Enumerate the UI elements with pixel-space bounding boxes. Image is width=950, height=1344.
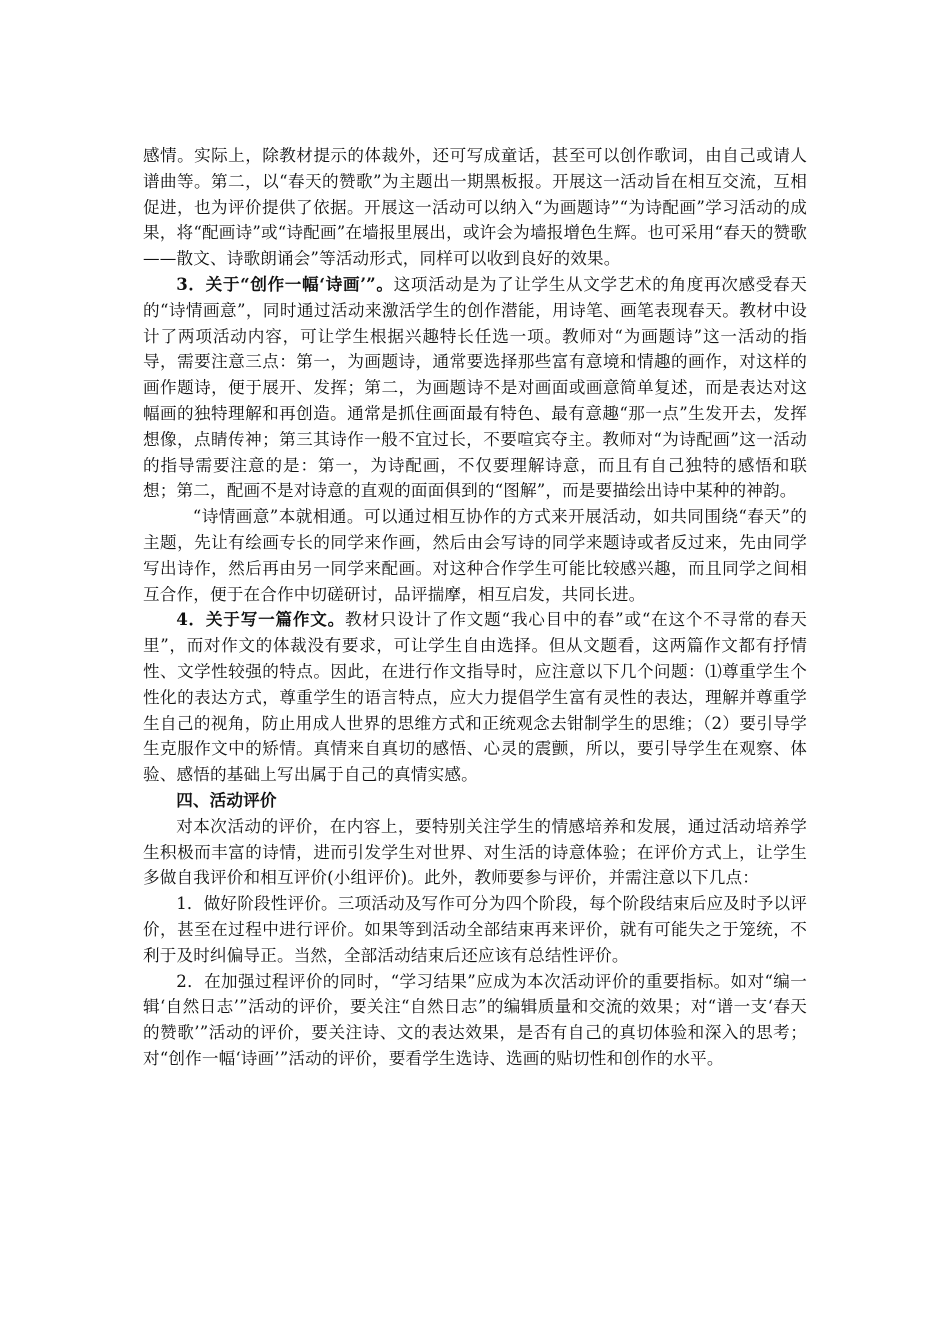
section-heading: 四、活动评价 [176, 789, 277, 810]
paragraph-heading-4: 4．关于写一篇作文。 [176, 609, 346, 630]
paragraph-evaluation-intro: 对本次活动的评价，在内容上，要特别关注学生的情感培养和发展，通过活动培养学生积极而丰富的诗情，进而引发学生对世界、对生活的诗意体验；在评价方式上，让学生多做自我评价和相互评价(小组评价)。此外，教师要参与评价，并需注意以下几点： [143, 816, 807, 888]
paragraph-collaboration: “诗情画意”本就相通。可以通过相互协作的方式来开展活动，如共同围绕“春天”的主题，先让有绘画专长的同学来作画，然后由会写诗的同学来题诗或者反过来，先由同学写出诗作，然后再由另一同学来配画。对这种合作学生可能比较感兴趣，而且同学之间相互合作，便于在合作中切磋研讨，品评揣摩，相互启发，共同长进。 [143, 507, 807, 604]
paragraph-continuation: 感情。实际上，除教材提示的体裁外，还可写成童话，甚至可以创作歌词，由自己或请人谱曲等。第二，以“春天的赞歌”为主题出一期黑板报。开展这一活动旨在相互交流，互相促进，也为评价提供了依据。开展这一活动可以纳入“为画题诗”“为诗配画”学习活动的成果，将“配画诗”或“诗配画”在墙报里展出，或许会为墙报增色生辉。也可采用“春天的赞歌——散文、诗歌朗诵会”等活动形式，同样可以收到良好的效果。 [143, 146, 807, 269]
paragraph-body-3: 这项活动是为了让学生从文学艺术的角度再次感受春天的“诗情画意”，同时通过活动来激活学生的创作潜能，用诗笔、画笔表现春天。教材中设计了两项活动内容，可让学生根据兴趣特长任选一项。教师对“为画题诗”这一活动的指导，需要注意三点：第一，为画题诗，通常要选择那些富有意境和情趣的画作，对这样的画作题诗，便于展开、发挥；第二，为画题诗不是对画面或画意简单复述，而是表达对这幅画的独特理解和再创造。通常是抓住画面最有特色、最有意趣“那一点”生发开去，发挥想像，点睛传神；第三其诗作一般不宜过长，不要喧宾夺主。教师对“为诗配画”这一活动的指导需要注意的是：第一，为诗配画，不仅要理解诗意，而且有自己独特的感悟和联想；第二，配画不是对诗意的直观的面面俱到的“图解”，而是要描绘出诗中某种的神韵。 [143, 274, 807, 501]
paragraph-heading-3: 3．关于“创作一幅‘诗画’”。 [176, 273, 394, 294]
paragraph-poem-painting [143, 272, 807, 504]
paragraph-body-4: 教材只设计了作文题“我心目中的春”或“在这个不寻常的春天里”，而对作文的体裁没有要求，可让学生自由选择。但从文题看，这两篇作文都有抒情性、文学性较强的特点。因此，在进行作文指导时，应注意以下几个问题：⑴尊重学生个性化的表达方式，尊重学生的语言特点，应大力提倡学生富有灵性的表达，理解并尊重学生自己的视角，防止用成人世界的思维方式和正统观念去钳制学生的思维；（2）要引导学生克服作文中的矫情。真情来自真切的感悟、心灵的震颤，所以，要引导学生在观察、体验、感悟的基础上写出属于自己的真情实感。 [143, 610, 807, 785]
document-page [143, 143, 807, 1072]
paragraph-evaluation-2: 2．在加强过程评价的同时，“学习结果”应成为本次活动评价的重要指标。如对“编一辑‘自然日志’”活动的评价，要关注“自然日志”的编辑质量和交流的效果；对“谱一支‘春天的赞歌’”活动的评价，要关注诗、文的表达效果，是否有自己的真切体验和深入的思考；对“创作一幅‘诗画’”活动的评价，要看学生选诗、选画的贴切性和创作的水平。 [143, 971, 807, 1068]
paragraph-essay [143, 607, 807, 788]
paragraph-evaluation-1: 1．做好阶段性评价。三项活动及写作可分为四个阶段，每个阶段结束后应及时予以评价，甚至在过程中进行评价。如果等到活动全部结束再来评价，就有可能失之于笼统，不利于及时纠偏导正。当然，全部活动结束后还应该有总结性评价。 [143, 894, 807, 965]
